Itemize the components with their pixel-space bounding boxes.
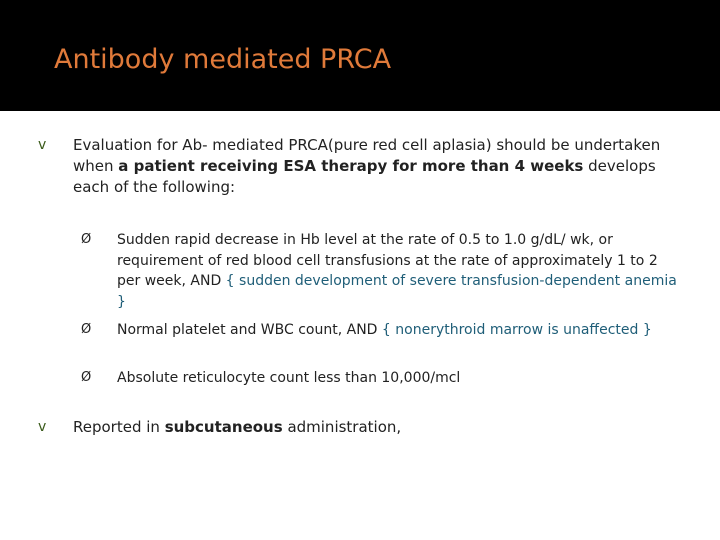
slide-title: Antibody mediated PRCA <box>54 44 392 75</box>
bullet-evaluation <box>73 135 663 198</box>
diamond-bullet-icon: v <box>38 419 47 435</box>
sub-item-text: Normal platelet and WBC count, AND <box>117 322 382 338</box>
bullet-subcutaneous <box>73 417 663 438</box>
bullet-bold-text: subcutaneous <box>164 418 283 436</box>
sub-item-reticulocyte <box>117 368 677 389</box>
bullet-text: develops each of the following: <box>73 157 656 196</box>
sub-item-highlight: { sudden development of severe transfusion-dependent anemia } <box>117 273 677 310</box>
sub-item-text: Absolute reticulocyte count less than 10,000/mcl <box>117 370 461 386</box>
sub-item-platelet-count <box>117 320 677 341</box>
bullet-text: Reported in <box>73 418 165 436</box>
sub-item-hb-decrease <box>117 230 677 312</box>
arrow-bullet-icon: Ø <box>81 322 92 337</box>
bullet-text: administration, <box>282 418 402 436</box>
diamond-bullet-icon: v <box>38 137 47 153</box>
bullet-text: Evaluation for Ab- mediated PRCA(pure red cell aplasia) should be undertaken when <box>73 136 661 175</box>
sub-item-highlight: { nonerythroid marrow is unaffected } <box>381 322 652 338</box>
bullet-bold-text: a patient receiving ESA therapy for more than 4 weeks <box>118 157 584 175</box>
title-bar <box>0 0 720 111</box>
arrow-bullet-icon: Ø <box>81 232 92 247</box>
arrow-bullet-icon: Ø <box>81 370 92 385</box>
sub-item-text: Sudden rapid decrease in Hb level at the rate of 0.5 to 1.0 g/dL/ wk, or requirement of red blood cell transfusions at the rate of approximately 1 to 2 per week, AND <box>117 232 658 289</box>
